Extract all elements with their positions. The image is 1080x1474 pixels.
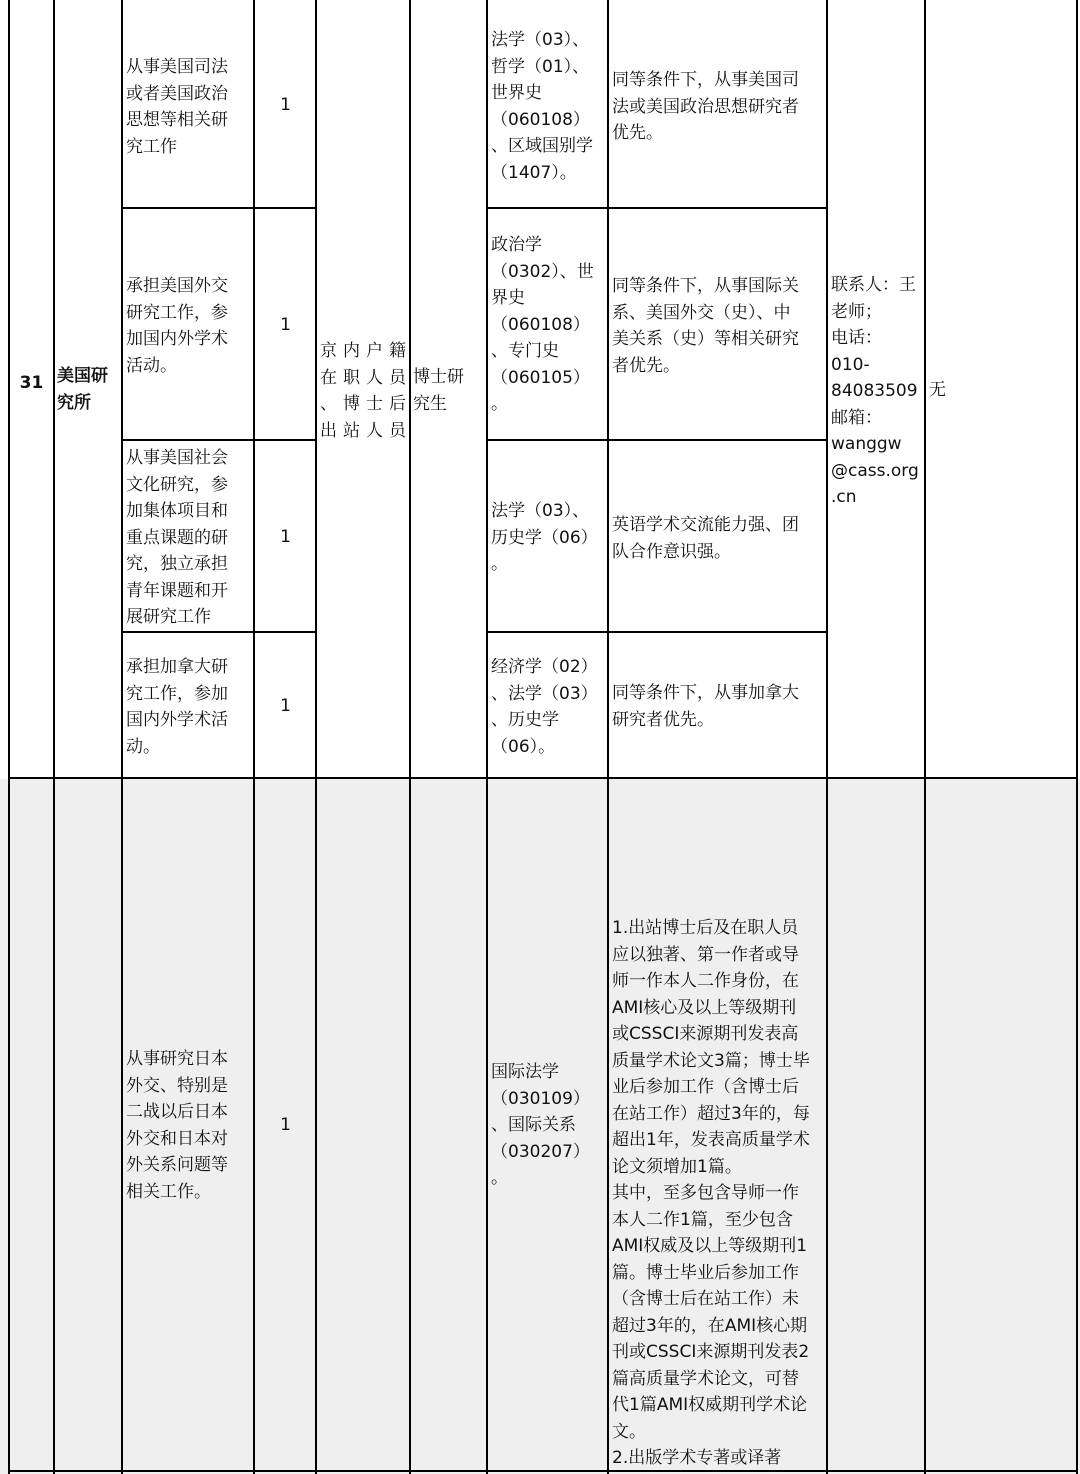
grid-line: [121, 631, 317, 633]
major-text: 法学（03）、 哲学（01）、 世界史 （060108） 、区域国别学 （1407）。: [491, 30, 593, 183]
grid-line: [486, 0, 488, 1474]
institute-name: 美国研 究所: [57, 366, 108, 413]
grid-line: [486, 631, 828, 633]
education-requirement: 博士研 究生: [413, 367, 464, 414]
other-conditions: 英语学术交流能力强、团 队合作意识强。: [612, 515, 799, 562]
position-count: 1: [280, 1115, 291, 1135]
grid-line: [8, 777, 1078, 779]
grid-line: [121, 207, 317, 209]
grid-line: [486, 439, 828, 441]
row-number: 31: [19, 373, 44, 393]
major-text: 法学（03）、 历史学（06） 。: [491, 501, 598, 574]
position-count: 1: [280, 95, 291, 115]
grid-line: [53, 0, 55, 1474]
duty-text: 承担加拿大研 究工作，参加 国内外学术活 动。: [126, 657, 228, 757]
position-count: 1: [280, 315, 291, 335]
position-count: 1: [280, 696, 291, 716]
duty-text: 从事美国司法 或者美国政治 思想等相关研 究工作: [126, 57, 228, 157]
grid-line: [315, 0, 317, 1474]
grid-line: [826, 0, 828, 1474]
duty-text: 从事美国社会 文化研究，参 加集体项目和 重点课题的研 究，独立承担 青年课题和开 展研究工作: [126, 448, 228, 627]
grid-line: [8, 0, 10, 1474]
residence-requirement: 京内户籍 在职人员 、博士后 出站人员: [320, 341, 406, 441]
other-conditions: 同等条件下，从事美国司 法或美国政治思想研究者 优先。: [612, 70, 799, 143]
duty-text: 承担美国外交 研究工作，参 加国内外学术 活动。: [126, 276, 228, 376]
major-text: 国际法学 （030109） 、国际关系 （030207） 。: [491, 1062, 590, 1188]
duty-text: 从事研究日本 外交、特别是 二战以后日本 外交和日本对 外关系问题等 相关工作。: [126, 1049, 228, 1202]
grid-line: [8, 1470, 1078, 1472]
grid-line: [486, 207, 828, 209]
contact-info: 联系人：王 老师； 电话： 010- 84083509 邮箱： wanggw @cass.org .cn: [831, 275, 919, 507]
other-conditions: 同等条件下，从事国际关 系、美国外交（史）、中 美关系（史）等相关研究 者优先。: [612, 276, 799, 376]
grid-line: [1076, 0, 1078, 1474]
grid-line: [121, 439, 317, 441]
grid-line: [924, 0, 926, 1474]
remark: 无: [929, 380, 946, 400]
major-text: 经济学（02） 、法学（03） 、历史学 （06）。: [491, 657, 598, 757]
position-count: 1: [280, 527, 291, 547]
grid-line: [409, 0, 411, 1474]
other-conditions: 同等条件下，从事加拿大 研究者优先。: [612, 683, 799, 730]
grid-line: [121, 0, 123, 1474]
other-conditions: 1.出站博士后及在职人员 应以独著、第一作者或导 师一作本人二作身份，在 AMI核心及以上等级期刊 或CSSCI来源期刊发表高 质量学术论文3篇；博士毕 业后参加工作（含博士后 在站工作）超过3年的，每 超出1年，发表高质量学术 论文须增加1篇。 其中，至多包含导师一作 本人二作1篇，至少包含 AMI权威及以上等级期刊1 篇。博士毕业后参加工作 （含博士后在站工作）未 超过3年的，在AMI核心期 刊或CSSCI来源期刊发表2 篇高质量学术论文，可替 代1篇AMI权威期刊学术论 文。 2.出版学术专著或译著: [612, 918, 810, 1468]
major-text: 政治学 （0302）、世 界史 （060108） 、专门史 （060105） 。: [491, 235, 594, 414]
